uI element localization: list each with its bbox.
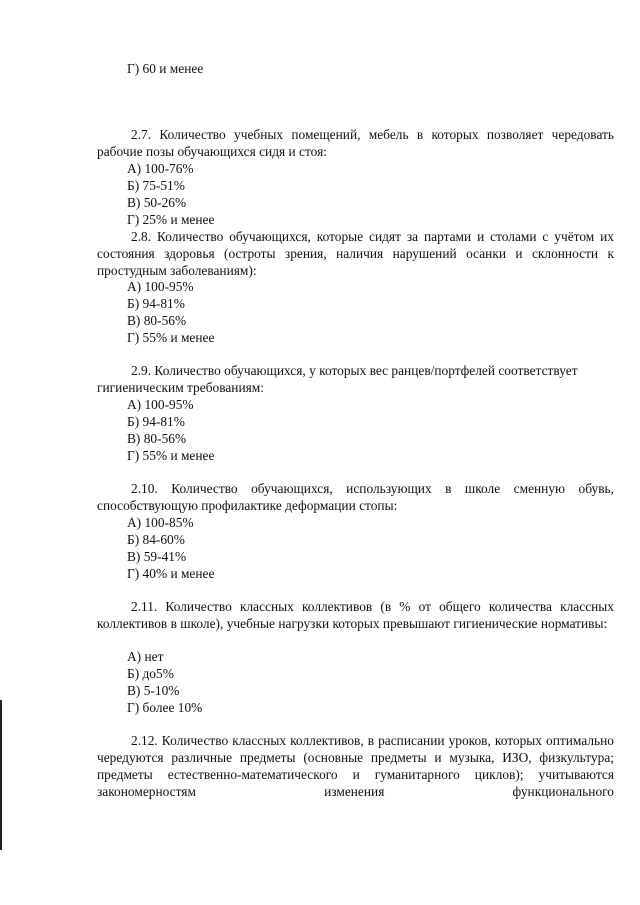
q27-text: 2.7. Количество учебных помещений, мебель в которых позволяет чередовать рабочие позы обучающихся сидя и стоя:: [97, 127, 614, 159]
q28-text: 2.8. Количество обучающихся, которые сидят за партами и столами с учётом их состояния здоровья (остроты зрения, наличия нарушений осанки и склонности к простудным заболеваниям):: [97, 229, 614, 278]
q211-option-g: Г) более 10%: [127, 700, 203, 715]
q210-text: 2.10. Количество обучающихся, использующих в школе сменную обувь, способствующую профилактике деформации стопы:: [97, 481, 614, 513]
q27-option-v: В) 50-26%: [127, 195, 187, 210]
q210-option-a: А) 100-85%: [127, 515, 194, 530]
q27-option-g: Г) 25% и менее: [127, 212, 215, 227]
q29-text: 2.9. Количество обучающихся, у которых вес ранцев/портфелей соответствует гигиеническим требованиям:: [97, 363, 578, 395]
q211-option-a: А) нет: [127, 649, 164, 664]
q26-option-g: Г) 60 и менее: [127, 61, 204, 76]
q211-option-v: В) 5-10%: [127, 683, 180, 698]
scan-edge-mark: [0, 700, 2, 850]
q210-option-g: Г) 40% и менее: [127, 566, 215, 581]
q211-option-b: Б) до5%: [127, 666, 174, 681]
q28-option-a: А) 100-95%: [127, 279, 194, 294]
q212-text: 2.12. Количество классных коллективов, в расписании уроков, которых оптимально чередуются различные предметы (основные предметы и музыка, ИЗО, физкультура; предметы естественно-математического и гуманитарного циклов); учитываются закономерностям изменения функционального: [97, 733, 614, 799]
q28-option-b: Б) 94-81%: [127, 296, 185, 311]
q27-option-b: Б) 75-51%: [127, 178, 185, 193]
q27-option-a: А) 100-76%: [127, 161, 194, 176]
q29-option-b: Б) 94-81%: [127, 414, 185, 429]
q29-option-g: Г) 55% и менее: [127, 448, 215, 463]
q28-option-g: Г) 55% и менее: [127, 330, 215, 345]
q210-option-b: Б) 84-60%: [127, 532, 185, 547]
q28-option-v: В) 80-56%: [127, 313, 187, 328]
q211-text: 2.11. Количество классных коллективов (в % от общего количества классных коллективов в школе), учебные нагрузки которых превышают гигиенические нормативы:: [97, 599, 614, 631]
q29-option-v: В) 80-56%: [127, 431, 187, 446]
q210-option-v: В) 59-41%: [127, 549, 187, 564]
q29-option-a: А) 100-95%: [127, 397, 194, 412]
